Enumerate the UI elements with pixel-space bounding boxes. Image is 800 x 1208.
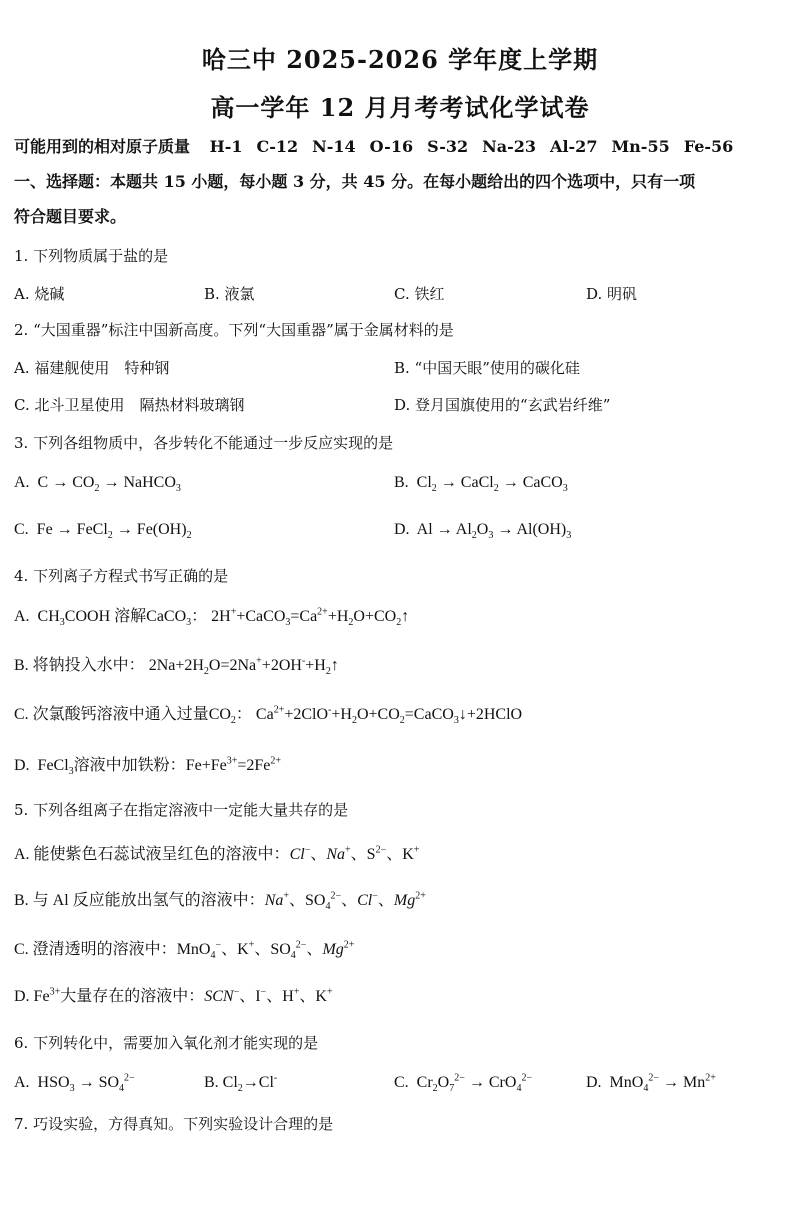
q4-option-a: A. $CH_3COOH$ 溶解CaCO$_3$： $2H^++CaCO_3=Ca^{2+}+H_2O+CO_2↑$ bbox=[14, 606, 410, 629]
q4-stem: 4. 下列离子方程式书写正确的是 bbox=[14, 567, 229, 585]
q6-option-d: D. $MnO_4^{2-} \to Mn^{2+}$ bbox=[586, 1072, 716, 1095]
q3-option-c: C. Fe → FeCl$_2$ → $Fe(OH)_2$ bbox=[14, 521, 192, 542]
exam-title-line1: 哈三中 2025-2026 学年度上学期 bbox=[201, 45, 599, 74]
q5-option-d-text: 大量存在的溶液中： bbox=[60, 988, 205, 1005]
q7-stem: 7. 巧设实验，方得真知。下列实验设计合理的是 bbox=[14, 1115, 334, 1133]
atomic-mass-item: C-12 bbox=[256, 137, 299, 156]
q1-stem: 1. 下列物质属于盐的是 bbox=[14, 247, 169, 265]
exam-title-line2: 高一学年 12 月月考考试化学试卷 bbox=[210, 93, 590, 122]
section1-instructions-line2: 符合题目要求。 bbox=[14, 207, 127, 226]
atomic-mass-item: Fe-56 bbox=[683, 137, 734, 156]
q3-option-b: B. $Cl_2$ → CaCl$_2$ → CaCO$_3$ bbox=[394, 474, 568, 495]
q2-option-d: D. 登月国旗使用的“玄武岩纤维” bbox=[394, 396, 611, 414]
q1-option-a: A. 烧碱 bbox=[14, 285, 65, 303]
q4-option-c-text: C. 次氯酸钙溶液中通入过量 bbox=[14, 706, 209, 723]
atomic-mass-item: H-1 bbox=[209, 137, 243, 156]
q6-stem: 6. 下列转化中，需要加入氧化剂才能实现的是 bbox=[14, 1034, 319, 1052]
q5-option-b-text: B. 与 Al 反应能放出氢气的溶液中： bbox=[14, 892, 265, 909]
section1-instructions-line1: 一、选择题：本题共 15 小题，每小题 3 分，共 45 分。在每小题给出的四个选项中，只有一项 bbox=[14, 172, 696, 191]
atomic-masses-list bbox=[196, 137, 734, 156]
q5-stem: 5. 下列各组离子在指定溶液中一定能大量共存的是 bbox=[14, 801, 349, 819]
q1-option-b: B. 液氯 bbox=[204, 285, 255, 303]
q4-option-d-text: 溶液中加铁粉： bbox=[73, 757, 186, 774]
q6-option-c: C. $Cr_2O_7^{2-} \to CrO_4^{2-}$ bbox=[394, 1072, 533, 1095]
q4-option-c: C. 次氯酸钙溶液中通入过量$CO_2$： $Ca^{2+}+2ClO^-+H_2O+CO_2=CaCO_3↓+2HClO$ bbox=[14, 704, 523, 727]
q4-option-a-text: 溶解 bbox=[114, 608, 147, 625]
q2-option-b: B. “中国天眼”使用的碳化硅 bbox=[394, 359, 580, 377]
q3-option-a: A. $C \to CO_2$ → NaHCO$_3$ bbox=[14, 474, 181, 495]
q5-option-c-text: C. 澄清透明的溶液中： bbox=[14, 941, 177, 958]
atomic-mass-item: N-14 bbox=[312, 137, 356, 156]
atomic-masses bbox=[14, 137, 786, 157]
q1-option-d: D. 明矾 bbox=[586, 285, 638, 303]
q4-option-b: B. 将钠投入水中： $2Na+2H_2O=2Na^++2OH^-+H_2↑$ bbox=[14, 655, 339, 678]
q5-option-a-text: A. 能使紫色石蕊试液呈红色的溶液中： bbox=[14, 846, 290, 863]
q5-option-b: B. 与 Al 反应能放出氢气的溶液中：Na+、$SO_4^{2-}$、Cl−、$Mg^{2+}$ bbox=[14, 890, 426, 913]
atomic-mass-item: Mn-55 bbox=[611, 137, 670, 156]
q3-option-d: D. $Al \to Al_2O_3 \to Al(OH)_3$ bbox=[394, 521, 572, 542]
q2-stem: 2. “大国重器”标注中国新高度。下列“大国重器”属于金属材料的是 bbox=[14, 321, 454, 339]
q2-option-a: A. 福建舰使用 特种钢 bbox=[14, 359, 170, 377]
q3-stem: 3. 下列各组物质中，各步转化不能通过一步反应实现的是 bbox=[14, 434, 394, 452]
atomic-mass-item: Na-23 bbox=[482, 137, 537, 156]
atomic-masses-label: 可能用到的相对原子质量 bbox=[14, 137, 191, 156]
q1-option-c: C. 铁红 bbox=[394, 285, 445, 303]
q4-option-d: D. FeCl$_3$溶液中加铁粉：$Fe+Fe^{3+}=2Fe^{2+}$ bbox=[14, 755, 282, 778]
q5-option-c: C. 澄清透明的溶液中：MnO$_4$−、K+、$SO_4^{2-}$、$Mg^{2+}$ bbox=[14, 939, 355, 962]
q6-option-a: A. $HSO_3 \to SO_4^{2-}$ bbox=[14, 1072, 135, 1095]
atomic-mass-item: Al-27 bbox=[550, 137, 598, 156]
q5-option-d: D. $Fe^{3+}$大量存在的溶液中：SCN−、I−、H+、K+ bbox=[14, 986, 333, 1005]
q5-option-a: A. 能使紫色石蕊试液呈红色的溶液中：Cl−、Na+、$S^{2-}$、K+ bbox=[14, 844, 420, 863]
q2-option-c: C. 北斗卫星使用 隔热材料玻璃钢 bbox=[14, 396, 245, 414]
q6-option-b: B. $Cl_2\to Cl^-$ bbox=[204, 1072, 278, 1095]
atomic-mass-item: O-16 bbox=[369, 137, 414, 156]
q4-option-b-text: B. 将钠投入水中： bbox=[14, 657, 145, 674]
atomic-mass-item: S-32 bbox=[427, 137, 469, 156]
